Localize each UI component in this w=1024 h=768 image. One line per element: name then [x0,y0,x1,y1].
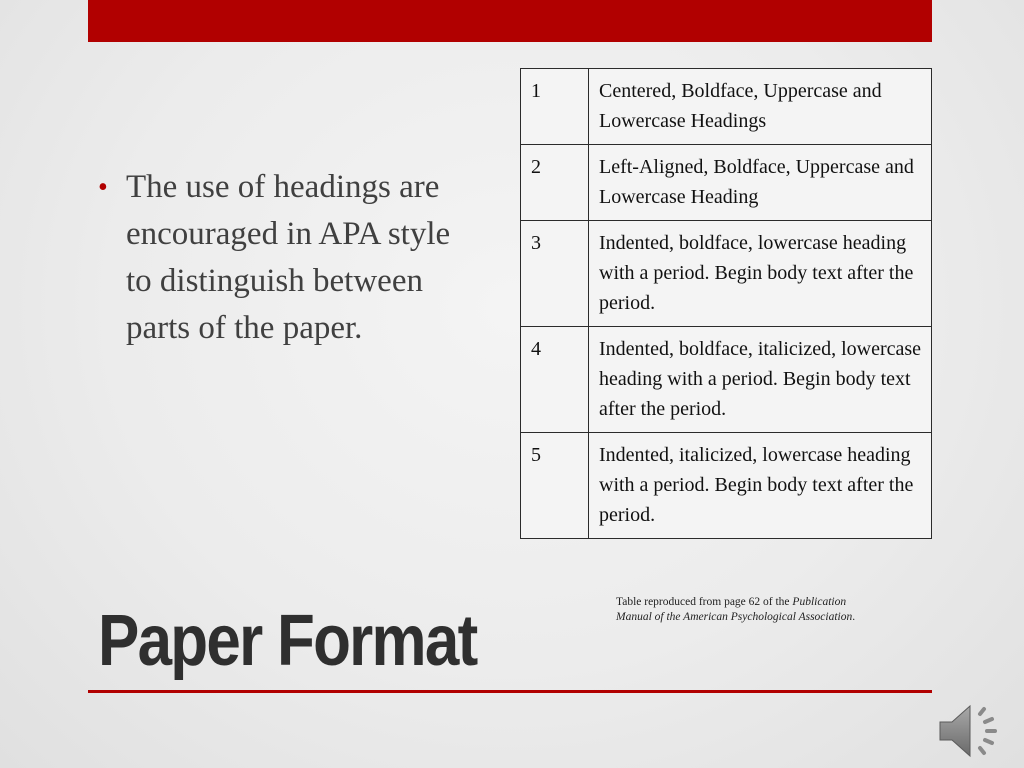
level-description: Left-Aligned, Boldface, Uppercase and Lowercase Heading [589,145,932,221]
speaker-icon[interactable] [936,700,1006,762]
level-number: 5 [521,433,589,539]
bullet-text: The use of headings are encouraged in APA style to distinguish between parts of the paper. [126,169,451,346]
level-number: 1 [521,69,589,145]
credit-prefix: Table reproduced from page 62 of the [616,596,790,608]
table-credit [616,595,856,625]
title-underline [88,690,932,693]
table-row [521,69,932,145]
level-description: Indented, italicized, lowercase heading with a period. Begin body text after the period. [589,433,932,539]
table-row [521,433,932,539]
slide-title: Paper Format [98,601,477,681]
apa-heading-levels-table [520,68,932,539]
table-row [521,327,932,433]
credit-suffix: . [852,611,856,623]
top-accent-bar [88,0,932,42]
credit-source-title: Publication Manual of the American Psychological Association [616,596,853,623]
bullet-marker: • [98,172,108,203]
level-number: 2 [521,145,589,221]
level-description: Indented, boldface, lowercase heading with a period. Begin body text after the period. [589,221,932,327]
level-description: Indented, boldface, italicized, lowercase heading with a period. Begin body text after the period. [589,327,932,433]
table-row [521,221,932,327]
table-row [521,145,932,221]
bullet-item [98,164,468,352]
level-number: 3 [521,221,589,327]
level-description: Centered, Boldface, Uppercase and Lowercase Headings [589,69,932,145]
level-number: 4 [521,327,589,433]
